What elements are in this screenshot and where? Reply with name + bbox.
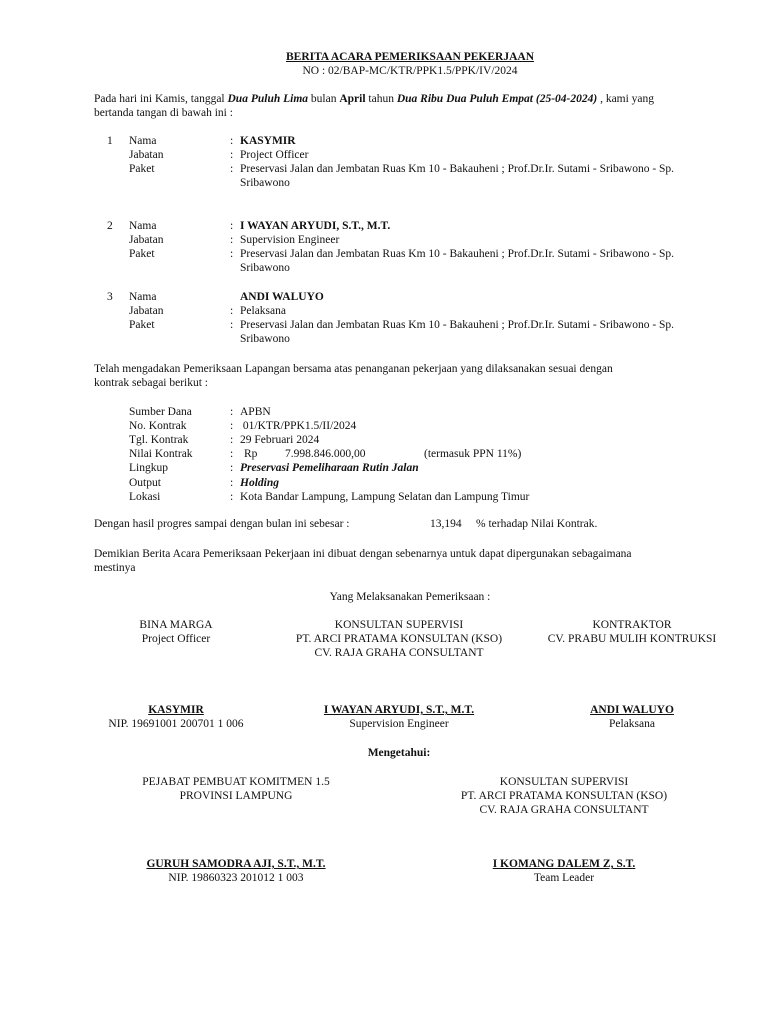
yang-melaksanakan: Yang Melaksanakan Pemeriksaan : xyxy=(329,591,491,603)
sumber-dana-value: APBN xyxy=(240,406,271,418)
lokasi-colon: : xyxy=(230,491,234,503)
signer-middle-name: I WAYAN ARYUDI, S.T., M.T. xyxy=(323,704,475,716)
progres-suffix: % terhadap Nilai Kontrak. xyxy=(476,518,598,530)
person-2-jabatan: Supervision Engineer xyxy=(240,234,340,246)
person-1-number: 1 xyxy=(107,135,113,147)
approver-left-org-1: PEJABAT PEMBUAT KOMITMEN 1.5 xyxy=(142,776,330,788)
nilai-kontrak-ppn: (termasuk PPN 11%) xyxy=(424,448,522,460)
pemeriksaan-line-1: Telah mengadakan Pemeriksaan Lapangan bersama atas penanganan pekerjaan yang dilaksanakan sesuai dengan xyxy=(94,363,613,375)
pemeriksaan-line-2: kontrak sebagai berikut : xyxy=(94,377,209,389)
person-1-jabatan-colon: : xyxy=(230,149,234,161)
person-2-nama-colon: : xyxy=(230,220,234,232)
lingkup-value: Preservasi Pemeliharaan Rutin Jalan xyxy=(240,462,419,474)
intro-line-1 xyxy=(94,92,654,106)
output-label: Output xyxy=(129,477,161,489)
signer-right-name: ANDI WALUYO xyxy=(590,704,674,716)
person-1-jabatan-label: Jabatan xyxy=(129,149,164,161)
person-2-paket-line-1: Preservasi Jalan dan Jembatan Ruas Km 10 - Bakauheni ; Prof.Dr.Ir. Sutami - Sribawono - Sp. xyxy=(240,248,675,260)
approver-left-org-2: PROVINSI LAMPUNG xyxy=(179,790,293,802)
person-3-paket-colon: : xyxy=(230,319,234,331)
person-1-paket-colon: : xyxy=(230,163,234,175)
signer-middle-org-1: KONSULTAN SUPERVISI xyxy=(334,619,464,631)
nilai-kontrak-label: Nilai Kontrak xyxy=(129,448,193,460)
lingkup-label: Lingkup xyxy=(129,462,168,474)
no-kontrak-label: No. Kontrak xyxy=(129,420,187,432)
person-3-jabatan: Pelaksana xyxy=(240,305,286,317)
tgl-kontrak-label: Tgl. Kontrak xyxy=(129,434,189,446)
person-3-jabatan-colon: : xyxy=(230,305,234,317)
person-3-paket-line-2: Sribawono xyxy=(240,333,290,345)
person-2-paket-colon: : xyxy=(230,248,234,260)
signer-left-org-2: Project Officer xyxy=(141,633,211,645)
person-3-paket-label: Paket xyxy=(129,319,155,331)
intro-text-4: , kami yang xyxy=(597,93,655,105)
approver-right-org-2: PT. ARCI PRATAMA KONSULTAN (KSO) xyxy=(460,790,668,802)
person-1-paket-line-1: Preservasi Jalan dan Jembatan Ruas Km 10 - Bakauheni ; Prof.Dr.Ir. Sutami - Sribawono - Sp. xyxy=(240,163,675,175)
lokasi-value: Kota Bandar Lampung, Lampung Selatan dan Lampung Timur xyxy=(240,491,530,503)
intro-tahun: Dua Ribu Dua Puluh Empat (25-04-2024) xyxy=(396,93,598,105)
sumber-dana-colon: : xyxy=(230,406,234,418)
person-2-paket-label: Paket xyxy=(129,248,155,260)
intro-line-2: bertanda tangan di bawah ini : xyxy=(94,107,233,119)
person-3-jabatan-label: Jabatan xyxy=(129,305,164,317)
approver-right-org-1: KONSULTAN SUPERVISI xyxy=(499,776,629,788)
signer-middle-org-3: CV. RAJA GRAHA CONSULTANT xyxy=(314,647,484,659)
approver-right-name: I KOMANG DALEM Z, S.T. xyxy=(492,858,636,870)
lokasi-label: Lokasi xyxy=(129,491,161,503)
person-2-nama-label: Nama xyxy=(129,220,157,232)
person-1-nama-colon: : xyxy=(230,135,234,147)
lingkup-colon: : xyxy=(230,462,234,474)
progres-value: 13,194 xyxy=(430,518,462,530)
signer-right-org-1: KONTRAKTOR xyxy=(592,619,672,631)
signer-middle-org-2: PT. ARCI PRATAMA KONSULTAN (KSO) xyxy=(295,633,503,645)
signer-right-org-2: CV. PRABU MULIH KONTRUKSI xyxy=(547,633,717,645)
person-3-number: 3 xyxy=(107,291,113,303)
sumber-dana-label: Sumber Dana xyxy=(129,406,192,418)
intro-text-2: bulan xyxy=(308,93,340,105)
person-1-nama: KASYMIR xyxy=(240,135,296,147)
progres-text: Dengan hasil progres sampai dengan bulan ini sebesar : xyxy=(94,518,350,530)
approver-right-org-3: CV. RAJA GRAHA CONSULTANT xyxy=(479,804,649,816)
intro-bulan: April xyxy=(339,93,366,105)
approver-left-name: GURUH SAMODRA AJI, S.T., M.T. xyxy=(146,858,326,870)
document-title: BERITA ACARA PEMERIKSAAN PEKERJAAN xyxy=(285,51,535,63)
intro-tanggal: Dua Puluh Lima xyxy=(227,93,309,105)
intro-text-3: tahun xyxy=(365,93,397,105)
output-colon: : xyxy=(230,477,234,489)
approver-right-position: Team Leader xyxy=(533,872,595,884)
approver-left-nip: NIP. 19860323 201012 1 003 xyxy=(168,872,304,884)
nilai-kontrak-value: 7.998.846.000,00 xyxy=(285,448,366,460)
nilai-kontrak-colon: : xyxy=(230,448,234,460)
person-1-paket-label: Paket xyxy=(129,163,155,175)
signer-right-position: Pelaksana xyxy=(609,718,655,730)
person-2-jabatan-colon: : xyxy=(230,234,234,246)
person-1-jabatan: Project Officer xyxy=(240,149,309,161)
nilai-kontrak-currency: Rp xyxy=(244,448,258,460)
signer-left-org-1: BINA MARGA xyxy=(139,619,213,631)
person-3-nama-label: Nama xyxy=(129,291,157,303)
person-1-paket-line-2: Sribawono xyxy=(240,177,290,189)
intro-text-1: Pada hari ini Kamis, tanggal xyxy=(94,93,228,105)
person-2-number: 2 xyxy=(107,220,113,232)
no-kontrak-value: 01/KTR/PPK1.5/II/2024 xyxy=(240,420,357,432)
demikian-line-1: Demikian Berita Acara Pemeriksaan Pekerjaan ini dibuat dengan sebenarnya untuk dapat dipergunakan sebagaimana xyxy=(94,548,632,560)
document-number: NO : 02/BAP-MC/KTR/PPK1.5/PPK/IV/2024 xyxy=(302,65,518,77)
person-2-nama: I WAYAN ARYUDI, S.T., M.T. xyxy=(240,220,391,232)
no-kontrak-colon: : xyxy=(230,420,234,432)
signer-middle-position: Supervision Engineer xyxy=(349,718,449,730)
person-1-nama-label: Nama xyxy=(129,135,157,147)
signer-left-name: KASYMIR xyxy=(148,704,204,716)
person-3-nama: ANDI WALUYO xyxy=(240,291,324,303)
tgl-kontrak-colon: : xyxy=(230,434,234,446)
demikian-line-2: mestinya xyxy=(94,562,136,574)
person-2-jabatan-label: Jabatan xyxy=(129,234,164,246)
person-2-paket-line-2: Sribawono xyxy=(240,262,290,274)
mengetahui-heading: Mengetahui: xyxy=(367,747,431,759)
signer-left-nip: NIP. 19691001 200701 1 006 xyxy=(108,718,244,730)
tgl-kontrak-value: 29 Februari 2024 xyxy=(240,434,320,446)
person-3-paket-line-1: Preservasi Jalan dan Jembatan Ruas Km 10 - Bakauheni ; Prof.Dr.Ir. Sutami - Sribawono - Sp. xyxy=(240,319,675,331)
output-value: Holding xyxy=(240,477,279,489)
